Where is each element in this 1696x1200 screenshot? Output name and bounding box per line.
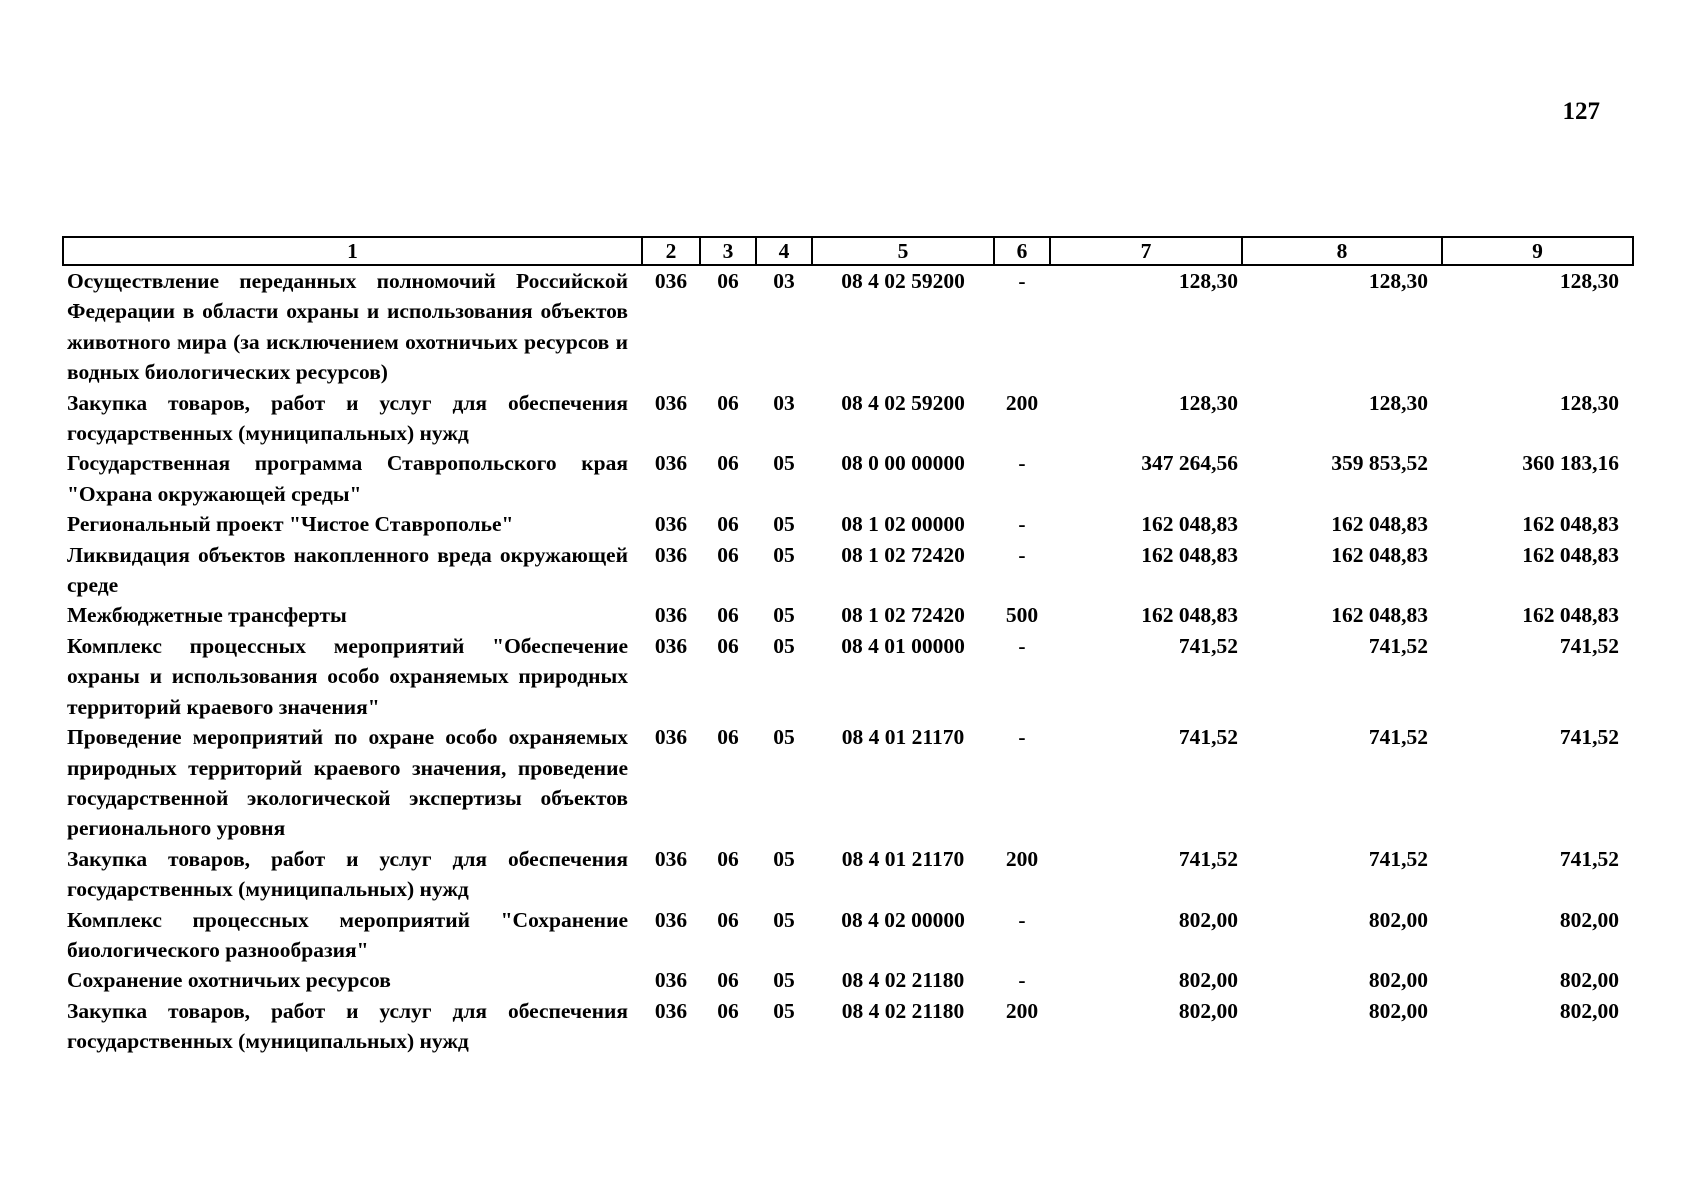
row-subsection: 05 xyxy=(773,998,795,1023)
row-subsection: 05 xyxy=(773,846,795,871)
row-expense-type: - xyxy=(1018,968,1026,993)
row-section: 06 xyxy=(717,998,739,1023)
header-col-6: 6 xyxy=(994,237,1050,265)
row-name: Осуществление переданных полномочий Российской Федерации в области охраны и использования объектов животного мира (за исключением охотничьих ресурсов и водных биологических ресурсов) xyxy=(67,269,628,385)
row-expense-type: - xyxy=(1018,633,1026,658)
row-amount-col9: 128,30 xyxy=(1559,269,1619,293)
row-amount-col7: 741,52 xyxy=(1178,633,1238,658)
row-subsection: 05 xyxy=(773,633,795,658)
row-admin-code: 036 xyxy=(654,907,688,932)
row-amount-col8: 162 048,83 xyxy=(1331,542,1428,567)
header-col-3: 3 xyxy=(700,237,756,265)
row-name: Закупка товаров, работ и услуг для обеспечения государственных (муниципальных) нужд xyxy=(67,390,628,446)
table-row xyxy=(63,722,1633,844)
header-col-8: 8 xyxy=(1242,237,1442,265)
table-row xyxy=(63,388,1633,449)
row-admin-code: 036 xyxy=(654,603,688,628)
row-amount-col8: 128,30 xyxy=(1368,269,1428,293)
header-col-1: 1 xyxy=(63,237,642,265)
row-amount-col7: 741,52 xyxy=(1178,725,1238,750)
row-expense-type: 500 xyxy=(1005,603,1039,628)
row-amount-col7: 741,52 xyxy=(1178,846,1238,871)
row-name: Межбюджетные трансферты xyxy=(67,603,347,628)
row-expense-type: 200 xyxy=(1005,998,1039,1023)
row-section: 06 xyxy=(717,907,739,932)
row-amount-col7: 347 264,56 xyxy=(1141,451,1238,476)
table-row xyxy=(63,631,1633,722)
row-amount-col9: 802,00 xyxy=(1559,968,1619,993)
row-admin-code: 036 xyxy=(654,512,688,537)
row-section: 06 xyxy=(717,390,739,415)
header-col-7: 7 xyxy=(1050,237,1242,265)
row-expense-type: 200 xyxy=(1005,390,1039,415)
row-admin-code: 036 xyxy=(654,846,688,871)
row-amount-col9: 741,52 xyxy=(1559,633,1619,658)
table-row xyxy=(63,965,1633,995)
header-col-5: 5 xyxy=(812,237,994,265)
row-subsection: 05 xyxy=(773,968,795,993)
row-amount-col7: 162 048,83 xyxy=(1141,542,1238,567)
row-name: Закупка товаров, работ и услуг для обеспечения государственных (муниципальных) нужд xyxy=(67,998,628,1054)
row-amount-col9: 741,52 xyxy=(1559,846,1619,871)
row-amount-col8: 741,52 xyxy=(1368,846,1428,871)
row-target-article: 08 4 01 21170 xyxy=(841,846,965,871)
row-section: 06 xyxy=(717,725,739,750)
row-admin-code: 036 xyxy=(654,269,688,293)
row-name: Региональный проект "Чистое Ставрополье" xyxy=(67,512,514,537)
row-amount-col9: 162 048,83 xyxy=(1522,542,1619,567)
row-amount-col8: 162 048,83 xyxy=(1331,603,1428,628)
row-amount-col8: 802,00 xyxy=(1368,968,1428,993)
row-admin-code: 036 xyxy=(654,451,688,476)
header-col-4: 4 xyxy=(756,237,812,265)
row-admin-code: 036 xyxy=(654,968,688,993)
row-subsection: 05 xyxy=(773,603,795,628)
row-admin-code: 036 xyxy=(654,725,688,750)
row-name: Государственная программа Ставропольского края "Охрана окружающей среды" xyxy=(67,451,628,506)
row-expense-type: - xyxy=(1018,542,1026,567)
row-subsection: 03 xyxy=(773,390,795,415)
header-row xyxy=(63,237,1633,265)
row-target-article: 08 1 02 72420 xyxy=(841,603,965,628)
row-name: Комплекс процессных мероприятий "Сохранение биологического разнообразия" xyxy=(67,907,628,962)
row-target-article: 08 4 02 21180 xyxy=(841,998,965,1023)
row-target-article: 08 0 00 00000 xyxy=(841,451,965,476)
row-expense-type: - xyxy=(1018,725,1026,750)
table-row xyxy=(63,509,1633,539)
table-row xyxy=(63,844,1633,905)
row-amount-col8: 741,52 xyxy=(1368,725,1428,750)
row-amount-col7: 162 048,83 xyxy=(1141,603,1238,628)
row-subsection: 05 xyxy=(773,542,795,567)
row-name: Закупка товаров, работ и услуг для обеспечения государственных (муниципальных) нужд xyxy=(67,846,628,902)
row-amount-col8: 128,30 xyxy=(1368,390,1428,415)
row-subsection: 03 xyxy=(773,269,795,293)
row-target-article: 08 4 02 00000 xyxy=(841,907,965,932)
row-amount-col9: 741,52 xyxy=(1559,725,1619,750)
row-subsection: 05 xyxy=(773,725,795,750)
row-amount-col8: 802,00 xyxy=(1368,998,1428,1023)
row-amount-col7: 162 048,83 xyxy=(1141,512,1238,537)
row-admin-code: 036 xyxy=(654,542,688,567)
table-row xyxy=(63,600,1633,630)
row-subsection: 05 xyxy=(773,451,795,476)
table-row xyxy=(63,265,1633,388)
header-col-2: 2 xyxy=(642,237,700,265)
row-amount-col8: 741,52 xyxy=(1368,633,1428,658)
row-section: 06 xyxy=(717,542,739,567)
row-admin-code: 036 xyxy=(654,998,688,1023)
row-section: 06 xyxy=(717,269,739,293)
row-expense-type: - xyxy=(1018,512,1026,537)
row-section: 06 xyxy=(717,512,739,537)
row-expense-type: - xyxy=(1018,907,1026,932)
row-amount-col9: 360 183,16 xyxy=(1522,451,1619,476)
row-section: 06 xyxy=(717,968,739,993)
row-amount-col8: 359 853,52 xyxy=(1331,451,1428,476)
row-target-article: 08 1 02 72420 xyxy=(841,542,965,567)
row-amount-col9: 802,00 xyxy=(1559,907,1619,932)
row-section: 06 xyxy=(717,451,739,476)
table-row xyxy=(63,540,1633,601)
row-amount-col7: 128,30 xyxy=(1178,390,1238,415)
row-expense-type: 200 xyxy=(1005,846,1039,871)
row-name: Проведение мероприятий по охране особо охраняемых природных территорий краевого значения, проведение государственной экологической экспертизы объектов регионального уровня xyxy=(67,725,628,841)
row-target-article: 08 4 01 21170 xyxy=(841,725,965,750)
row-target-article: 08 4 02 59200 xyxy=(841,269,965,293)
row-expense-type: - xyxy=(1018,451,1026,476)
row-amount-col7: 128,30 xyxy=(1178,269,1238,293)
table-row xyxy=(63,448,1633,509)
row-name: Сохранение охотничьих ресурсов xyxy=(67,968,391,993)
page-number: 127 xyxy=(1562,98,1600,125)
row-target-article: 08 1 02 00000 xyxy=(841,512,965,537)
row-name: Ликвидация объектов накопленного вреда окружающей среде xyxy=(67,542,628,598)
row-amount-col7: 802,00 xyxy=(1178,907,1238,932)
row-amount-col7: 802,00 xyxy=(1178,968,1238,993)
row-section: 06 xyxy=(717,633,739,658)
table-row xyxy=(63,905,1633,966)
budget-table xyxy=(62,236,1634,1057)
row-section: 06 xyxy=(717,603,739,628)
row-admin-code: 036 xyxy=(654,390,688,415)
row-target-article: 08 4 02 59200 xyxy=(841,390,965,415)
row-expense-type: - xyxy=(1018,269,1026,293)
row-target-article: 08 4 01 00000 xyxy=(841,633,965,658)
row-amount-col9: 802,00 xyxy=(1559,998,1619,1023)
row-amount-col9: 128,30 xyxy=(1559,390,1619,415)
row-name: Комплекс процессных мероприятий "Обеспечение охраны и использования особо охраняемых природных территорий краевого значения" xyxy=(67,633,628,719)
row-admin-code: 036 xyxy=(654,633,688,658)
row-subsection: 05 xyxy=(773,512,795,537)
row-subsection: 05 xyxy=(773,907,795,932)
row-target-article: 08 4 02 21180 xyxy=(841,968,965,993)
row-amount-col8: 802,00 xyxy=(1368,907,1428,932)
row-amount-col8: 162 048,83 xyxy=(1331,512,1428,537)
row-amount-col7: 802,00 xyxy=(1178,998,1238,1023)
header-col-9: 9 xyxy=(1442,237,1633,265)
row-amount-col9: 162 048,83 xyxy=(1522,512,1619,537)
row-amount-col9: 162 048,83 xyxy=(1522,603,1619,628)
row-section: 06 xyxy=(717,846,739,871)
table-row xyxy=(63,996,1633,1057)
